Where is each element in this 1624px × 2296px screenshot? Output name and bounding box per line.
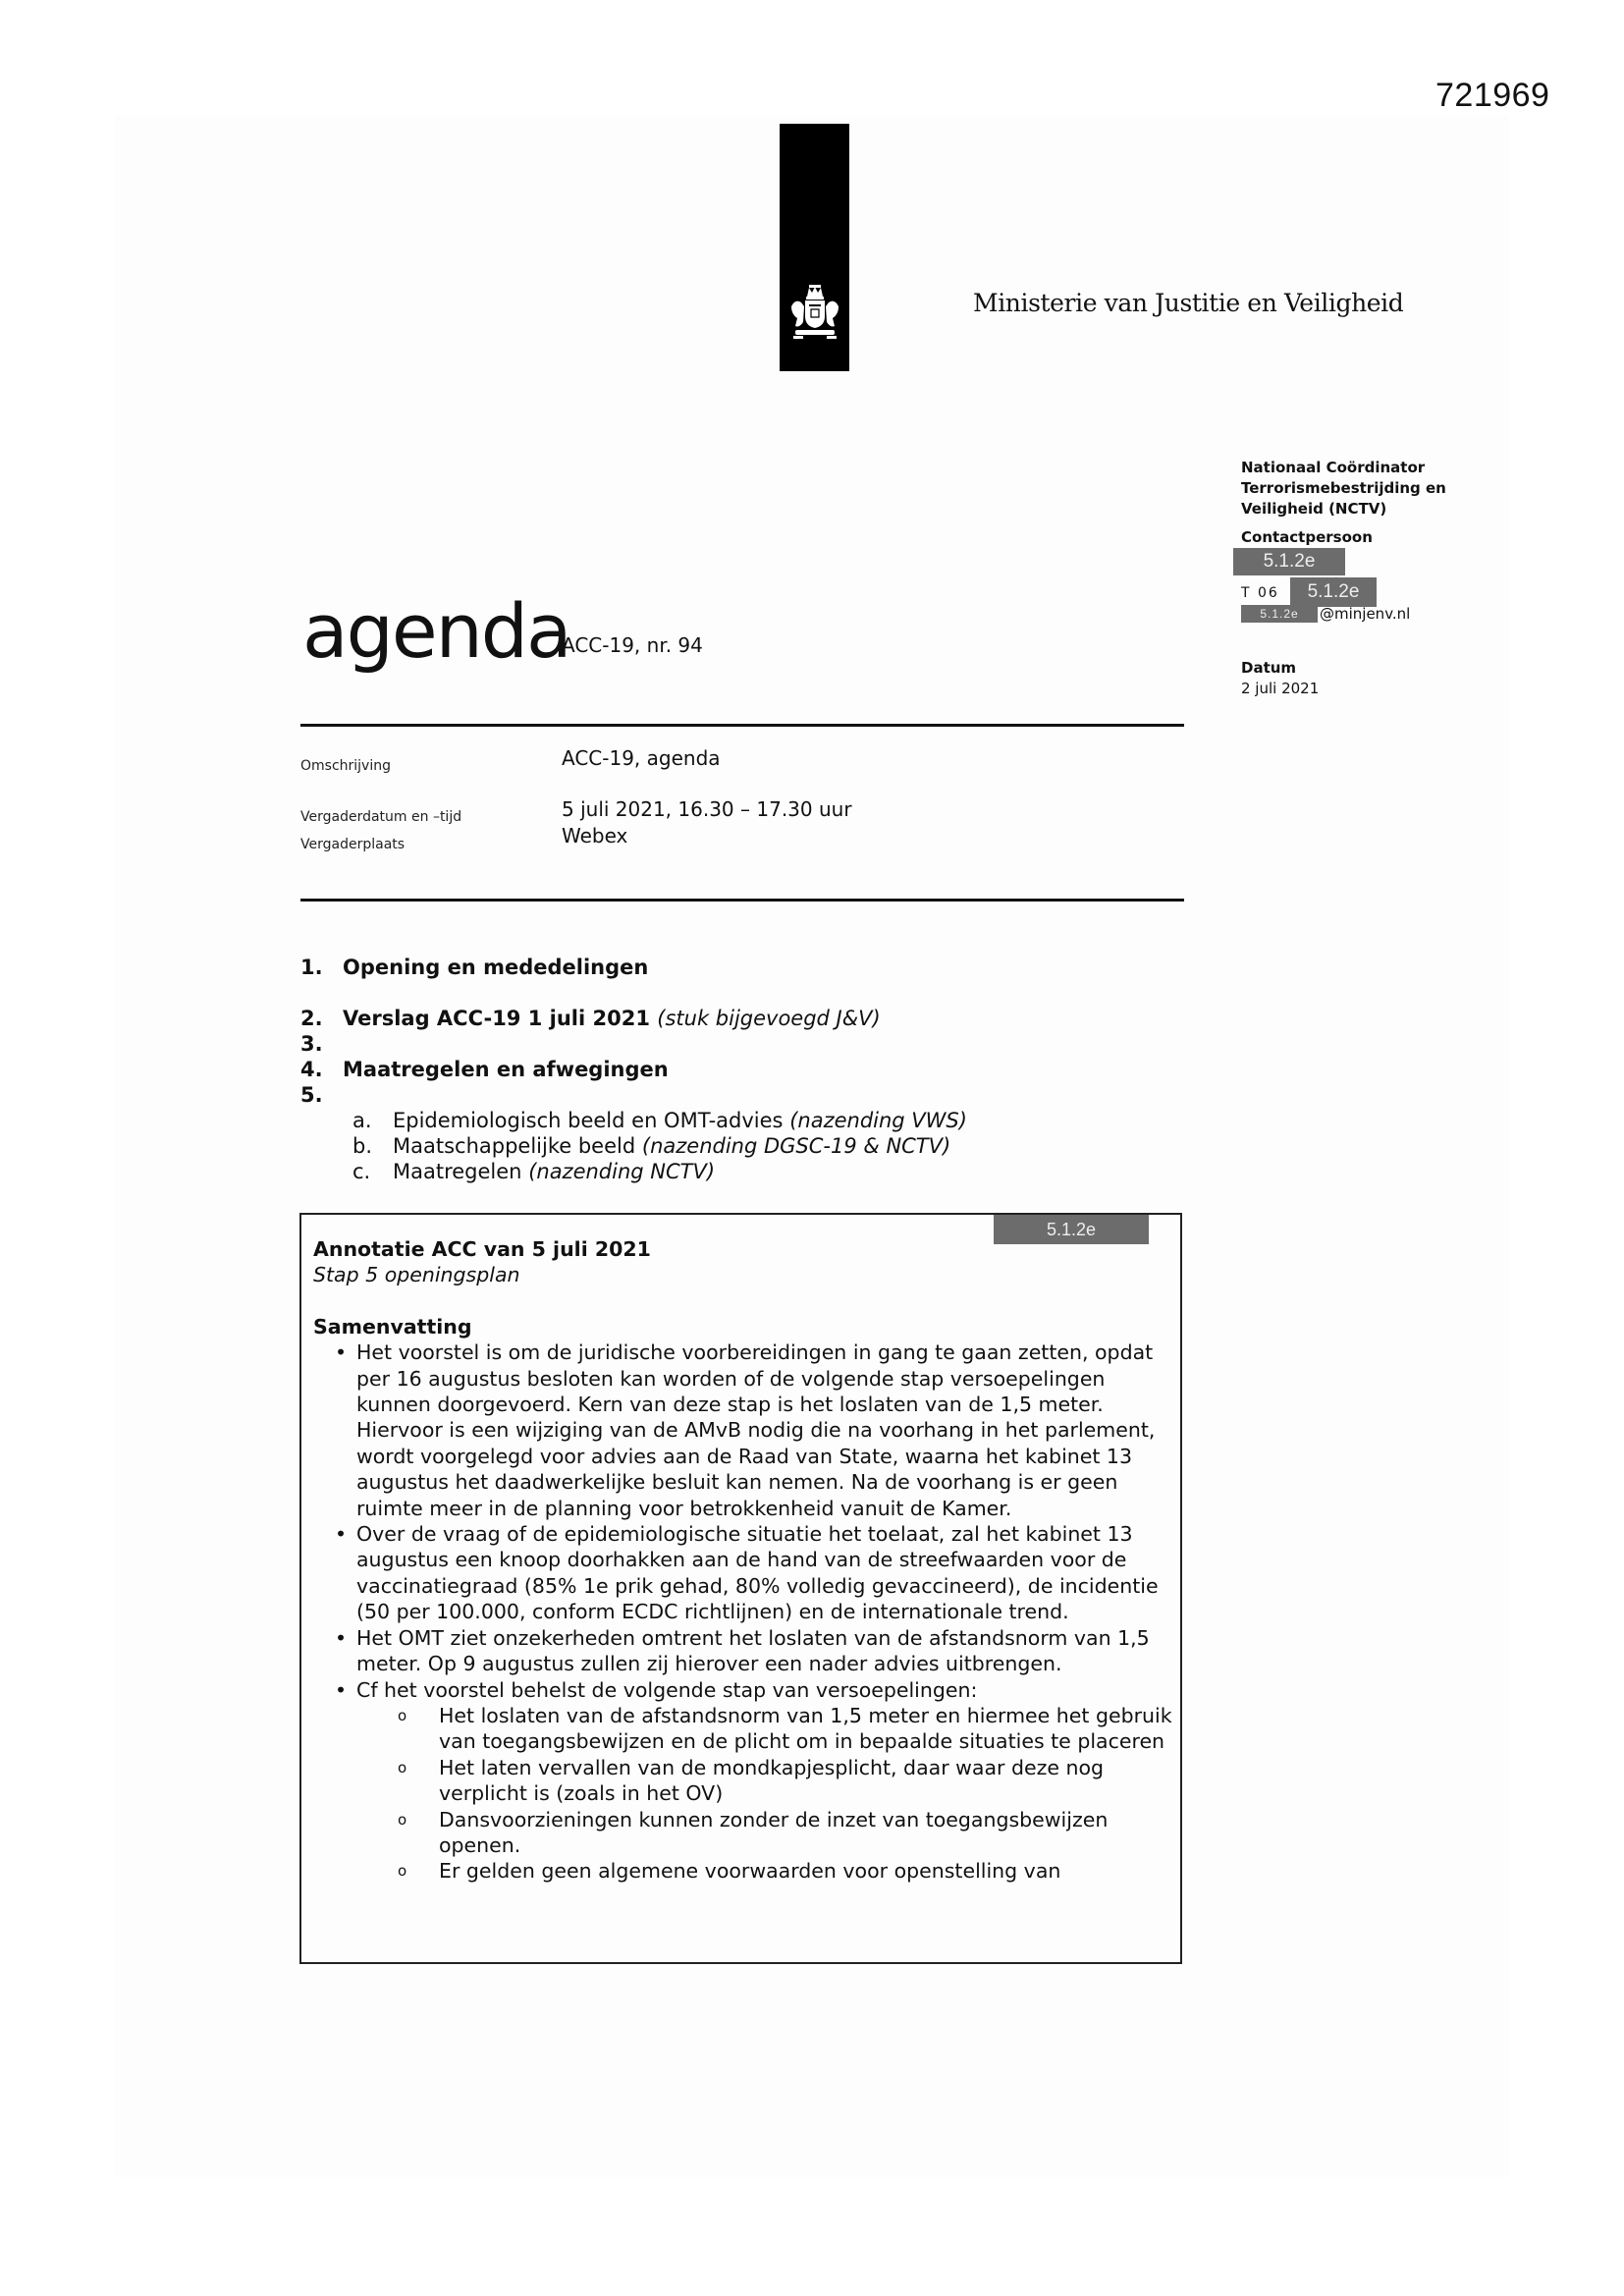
agenda-subitem: c. Maatregelen (nazending NCTV) [352, 1160, 716, 1183]
agenda-item: 4. Maatregelen en afwegingen [300, 1058, 669, 1081]
coat-of-arms-icon [787, 283, 842, 346]
summary-bullet: • Het OMT ziet onzekerheden omtrent het loslaten van de afstandsnorm van 1,5 meter. Op 9 augustus zullen zij hierover een nader advies uitbrengen. [335, 1625, 1150, 1676]
date-value: 2 juli 2021 [1241, 680, 1320, 697]
phone-prefix: T 06 [1241, 585, 1279, 601]
sub-bullet: o Dansvoorzieningen kunnen zonder de inzet van toegangsbewijzen openen. [398, 1807, 1109, 1857]
description-value: ACC-19, agenda [562, 746, 721, 770]
agenda-subitem: b. Maatschappelijke beeld (nazending DGSC-19 & NCTV) [352, 1134, 951, 1158]
summary-bullet: • Het voorstel is om de juridische voorbereidingen in gang te gaan zetten, opdat per 16 augustus besloten kan worden of de volgende stap versoepelingen kunnen doorgevoerd. Kern van deze stap is het loslaten van de 1,5 meter. Hiervoor is een wijziging van de AMvB nodig die na voorhang in het parlement, wordt voorgelegd voor advies aan de Raad van State, waarna het kabinet 13 augustus het daadwerkelijke besluit kan nemen. Na de voorhang is er geen ruimte meer in de planning voor betrokkenheid vanuit de Kamer. [335, 1340, 1156, 1520]
email-domain: @minjenv.nl [1320, 605, 1411, 623]
redaction-block: 5.1.2e [1290, 577, 1377, 607]
agenda-item: 3. [300, 1032, 323, 1056]
sub-bullet: o Het loslaten van de afstandsnorm van 1,5 meter en hiermee het gebruik van toegangsbewijzen en de plicht om in bepaalde situaties te placeren [398, 1703, 1172, 1754]
section-heading: Samenvatting [313, 1314, 472, 1339]
divider [300, 899, 1184, 902]
ministry-logo [780, 124, 849, 371]
datetime-value: 5 juli 2021, 16.30 – 17.30 uur [562, 797, 852, 821]
redaction-block: 5.1.2e [1233, 548, 1345, 575]
annotation-subtitle: Stap 5 openingsplan [313, 1263, 520, 1287]
summary-bullet: • Over de vraag of de epidemiologische situatie het toelaat, zal het kabinet 13 augustus een knoop doorhakken aan de hand van de streefwaarden voor de vaccinatiegraad (85% 1e prik gehad, 80% volledig gevaccineerd), de incidentie (50 per 100.000, conform ECDC richtlijnen) en de internationale trend. [335, 1522, 1159, 1624]
date-label: Datum [1241, 659, 1297, 677]
agenda-items [300, 955, 1184, 1184]
sub-bullet: o Er gelden geen algemene voorwaarden voor openstelling van [398, 1859, 1061, 1884]
summary-bullet: • Cf het voorstel behelst de volgende stap van versoepelingen: [335, 1677, 978, 1702]
organization-line: Veiligheid (NCTV) [1241, 500, 1387, 518]
organization-line: Nationaal Coördinator [1241, 459, 1426, 476]
redaction-block: 5.1.2e [1241, 605, 1318, 623]
page-title: agenda [302, 587, 570, 675]
agenda-item: 1. Opening en mededelingen [300, 956, 649, 979]
divider [300, 724, 1184, 727]
redaction-block: 5.1.2e [994, 1215, 1149, 1244]
location-label: Vergaderplaats [300, 837, 406, 852]
datetime-label: Vergaderdatum en –tijd [300, 809, 462, 825]
agenda-item: 5. [300, 1083, 323, 1107]
document-number: 721969 [1435, 77, 1550, 114]
sidebar-info [1241, 458, 1496, 699]
description-label: Omschrijving [300, 758, 391, 774]
annotation-box [299, 1213, 1182, 1964]
agenda-subitem: a. Epidemiologisch beeld en OMT-advies (nazending VWS) [352, 1109, 967, 1132]
sub-bullet: o Het laten vervallen van de mondkapjesplicht, daar waar deze nog verplicht is (zoals in het OV) [398, 1755, 1105, 1806]
agenda-item: 2. Verslag ACC-19 1 juli 2021 (stuk bijgevoegd J&V) [300, 1007, 881, 1030]
page-subtitle: ACC-19, nr. 94 [562, 633, 703, 657]
organization-line: Terrorismebestrijding en [1241, 479, 1446, 497]
annotation-title: Annotatie ACC van 5 juli 2021 [313, 1237, 651, 1261]
contact-label: Contactpersoon [1241, 528, 1373, 546]
location-value: Webex [562, 824, 628, 847]
ministry-name: Ministerie van Justitie en Veiligheid [973, 289, 1404, 317]
